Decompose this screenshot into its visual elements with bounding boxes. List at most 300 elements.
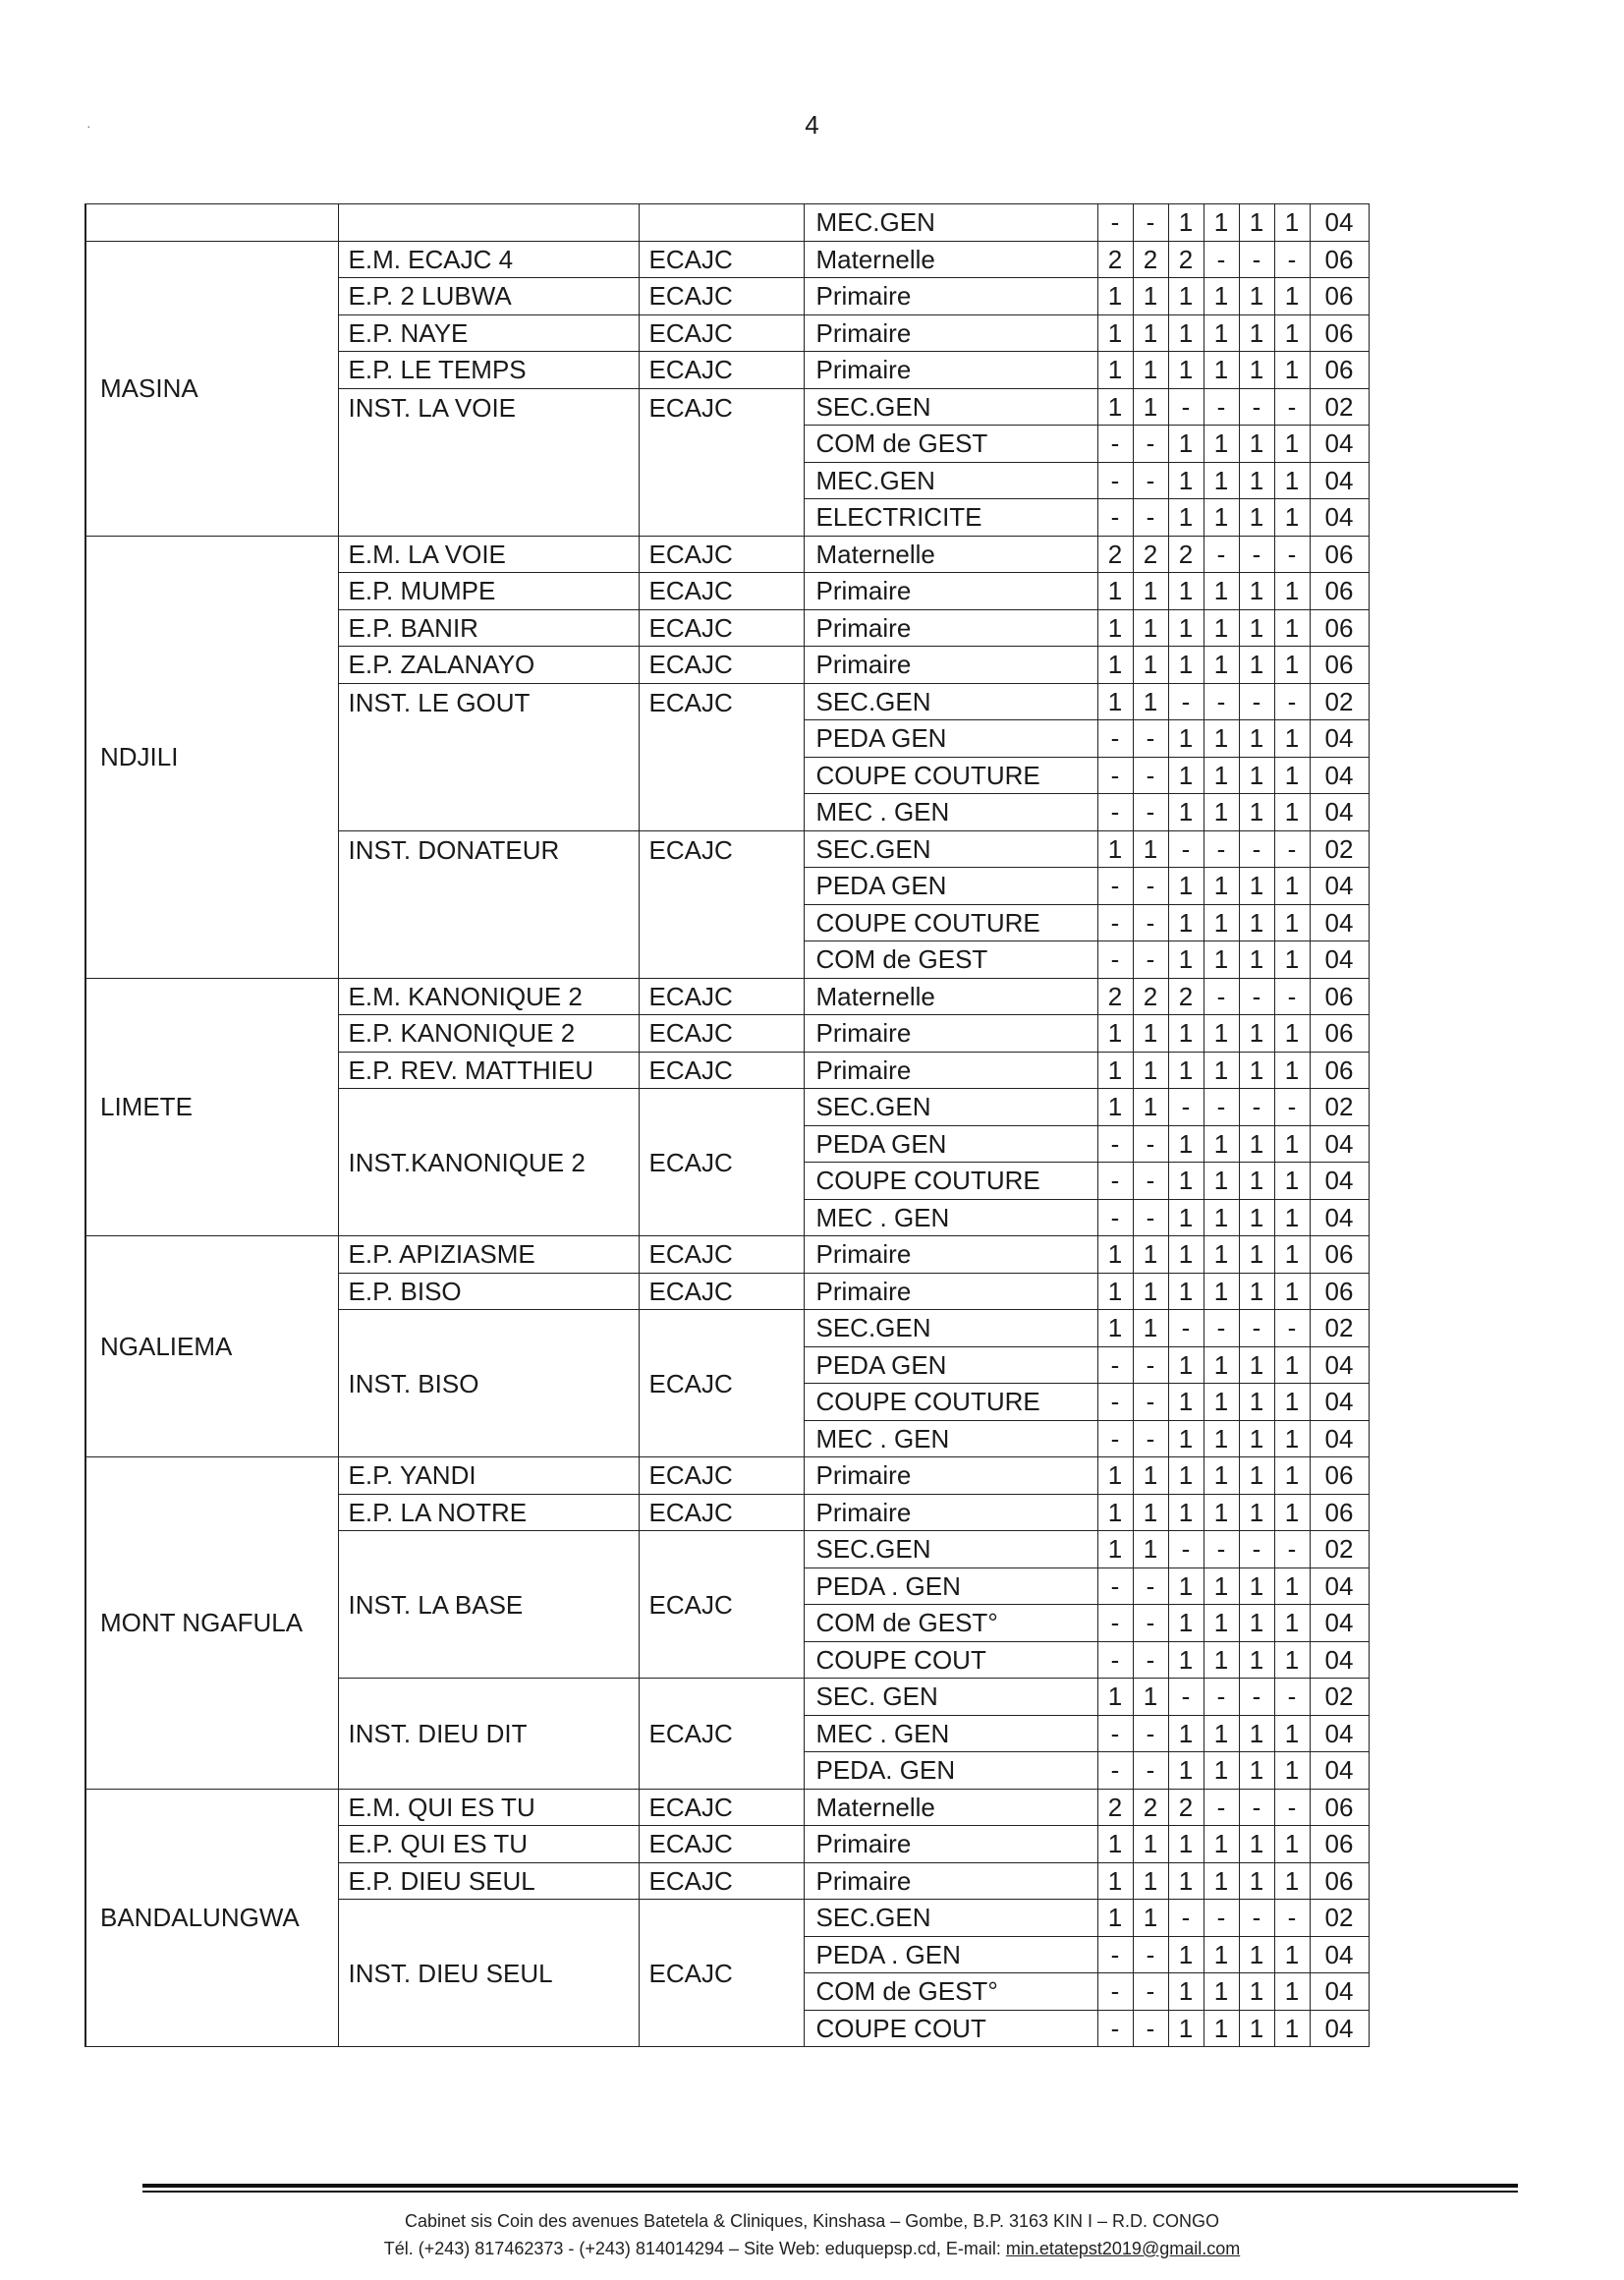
- class-count-cell: -: [1133, 757, 1168, 794]
- class-count-cell: 1: [1204, 352, 1239, 389]
- section-cell: SEC.GEN: [804, 683, 1097, 720]
- class-count-cell: 1: [1239, 278, 1274, 315]
- class-count-cell: -: [1133, 1568, 1168, 1605]
- network-cell: ECAJC: [639, 573, 804, 610]
- class-count-cell: 1: [1168, 1568, 1204, 1605]
- total-cell: 04: [1310, 1420, 1369, 1457]
- section-cell: SEC.GEN: [804, 1900, 1097, 1937]
- schools-table: [84, 203, 1370, 2047]
- class-count-cell: -: [1097, 1420, 1133, 1457]
- class-count-cell: 1: [1204, 1346, 1239, 1384]
- total-cell: 04: [1310, 720, 1369, 758]
- class-count-cell: 1: [1204, 1273, 1239, 1310]
- section-cell: ELECTRICITE: [804, 499, 1097, 537]
- class-count-cell: 1: [1168, 204, 1204, 242]
- class-count-cell: 1: [1204, 204, 1239, 242]
- section-cell: Primaire: [804, 1052, 1097, 1089]
- class-count-cell: 1: [1204, 1862, 1239, 1900]
- class-count-cell: -: [1097, 757, 1133, 794]
- class-count-cell: -: [1133, 204, 1168, 242]
- school-name-cell: E.P. LE TEMPS: [338, 352, 639, 389]
- school-name-cell: INST. DIEU DIT: [338, 1679, 639, 1790]
- class-count-cell: 1: [1204, 573, 1239, 610]
- section-cell: PEDA . GEN: [804, 1568, 1097, 1605]
- section-cell: MEC . GEN: [804, 794, 1097, 831]
- class-count-cell: -: [1204, 830, 1239, 868]
- class-count-cell: 1: [1239, 1605, 1274, 1642]
- class-count-cell: 1: [1097, 1457, 1133, 1495]
- total-cell: 02: [1310, 1310, 1369, 1347]
- class-count-cell: -: [1239, 830, 1274, 868]
- class-count-cell: 1: [1274, 2010, 1310, 2047]
- class-count-cell: 1: [1168, 1236, 1204, 1274]
- class-count-cell: -: [1239, 1089, 1274, 1126]
- class-count-cell: 1: [1239, 1457, 1274, 1495]
- network-cell: ECAJC: [639, 1789, 804, 1826]
- school-name-cell: E.P. KANONIQUE 2: [338, 1015, 639, 1053]
- class-count-cell: 1: [1133, 830, 1168, 868]
- class-count-cell: 1: [1168, 352, 1204, 389]
- school-name-cell: INST. DONATEUR: [338, 830, 639, 978]
- class-count-cell: -: [1097, 868, 1133, 905]
- class-count-cell: -: [1097, 1568, 1133, 1605]
- section-cell: COUPE COUT: [804, 1641, 1097, 1679]
- class-count-cell: 1: [1239, 314, 1274, 352]
- class-count-cell: 1: [1274, 1163, 1310, 1200]
- total-cell: 06: [1310, 1236, 1369, 1274]
- total-cell: 06: [1310, 1457, 1369, 1495]
- section-cell: Primaire: [804, 1015, 1097, 1053]
- commune-cell: [85, 204, 338, 242]
- network-cell: ECAJC: [639, 609, 804, 647]
- total-cell: 06: [1310, 1052, 1369, 1089]
- school-name-cell: E.P. REV. MATTHIEU: [338, 1052, 639, 1089]
- class-count-cell: -: [1274, 978, 1310, 1015]
- table-row: [85, 1457, 1369, 1495]
- class-count-cell: -: [1133, 426, 1168, 463]
- total-cell: 04: [1310, 1973, 1369, 2011]
- class-count-cell: 1: [1168, 904, 1204, 941]
- school-name-cell: INST. LE GOUT: [338, 683, 639, 830]
- class-count-cell: 1: [1133, 1015, 1168, 1053]
- class-count-cell: -: [1097, 2010, 1133, 2047]
- total-cell: 06: [1310, 573, 1369, 610]
- class-count-cell: 1: [1133, 1862, 1168, 1900]
- network-cell: ECAJC: [639, 241, 804, 278]
- class-count-cell: 1: [1239, 426, 1274, 463]
- class-count-cell: 1: [1097, 1236, 1133, 1274]
- class-count-cell: 1: [1274, 1973, 1310, 2011]
- class-count-cell: 1: [1168, 941, 1204, 979]
- class-count-cell: -: [1133, 1125, 1168, 1163]
- section-cell: Maternelle: [804, 241, 1097, 278]
- class-count-cell: -: [1274, 1900, 1310, 1937]
- class-count-cell: 2: [1097, 241, 1133, 278]
- class-count-cell: -: [1097, 1346, 1133, 1384]
- section-cell: SEC.GEN: [804, 830, 1097, 868]
- section-cell: COM de GEST: [804, 941, 1097, 979]
- scan-mark: ·: [86, 118, 91, 134]
- section-cell: Primaire: [804, 314, 1097, 352]
- total-cell: 04: [1310, 868, 1369, 905]
- class-count-cell: -: [1133, 1384, 1168, 1421]
- network-cell: ECAJC: [639, 1862, 804, 1900]
- table-row: [85, 536, 1369, 573]
- class-count-cell: 1: [1274, 1826, 1310, 1863]
- class-count-cell: 1: [1204, 941, 1239, 979]
- class-count-cell: 1: [1274, 1494, 1310, 1531]
- class-count-cell: 1: [1239, 2010, 1274, 2047]
- class-count-cell: 1: [1204, 1826, 1239, 1863]
- class-count-cell: 1: [1133, 1826, 1168, 1863]
- total-cell: 04: [1310, 941, 1369, 979]
- class-count-cell: 2: [1097, 978, 1133, 1015]
- total-cell: 06: [1310, 352, 1369, 389]
- class-count-cell: -: [1133, 794, 1168, 831]
- section-cell: Maternelle: [804, 536, 1097, 573]
- footer-rule-thin: [142, 2191, 1518, 2193]
- class-count-cell: -: [1239, 978, 1274, 1015]
- class-count-cell: -: [1133, 499, 1168, 537]
- total-cell: 06: [1310, 978, 1369, 1015]
- class-count-cell: -: [1274, 388, 1310, 426]
- class-count-cell: 1: [1239, 352, 1274, 389]
- total-cell: 06: [1310, 1789, 1369, 1826]
- network-cell: ECAJC: [639, 536, 804, 573]
- table-row: [85, 1236, 1369, 1274]
- class-count-cell: 1: [1239, 1420, 1274, 1457]
- class-count-cell: -: [1133, 720, 1168, 758]
- class-count-cell: 1: [1204, 1420, 1239, 1457]
- class-count-cell: 1: [1274, 1715, 1310, 1752]
- class-count-cell: 1: [1239, 757, 1274, 794]
- school-name-cell: INST.KANONIQUE 2: [338, 1089, 639, 1236]
- class-count-cell: -: [1133, 1346, 1168, 1384]
- class-count-cell: 1: [1204, 2010, 1239, 2047]
- class-count-cell: 1: [1204, 1236, 1239, 1274]
- class-count-cell: 1: [1274, 1605, 1310, 1642]
- class-count-cell: 1: [1204, 1973, 1239, 2011]
- class-count-cell: -: [1204, 536, 1239, 573]
- section-cell: MEC . GEN: [804, 1715, 1097, 1752]
- class-count-cell: 1: [1204, 720, 1239, 758]
- class-count-cell: 1: [1097, 1089, 1133, 1126]
- class-count-cell: 1: [1274, 1568, 1310, 1605]
- class-count-cell: 1: [1274, 314, 1310, 352]
- class-count-cell: 1: [1168, 1384, 1204, 1421]
- school-name-cell: E.P. 2 LUBWA: [338, 278, 639, 315]
- class-count-cell: -: [1204, 241, 1239, 278]
- class-count-cell: 1: [1133, 1900, 1168, 1937]
- class-count-cell: -: [1133, 1163, 1168, 1200]
- class-count-cell: 1: [1097, 1862, 1133, 1900]
- class-count-cell: 1: [1274, 278, 1310, 315]
- class-count-cell: 1: [1204, 1715, 1239, 1752]
- section-cell: SEC.GEN: [804, 388, 1097, 426]
- class-count-cell: -: [1097, 1163, 1133, 1200]
- class-count-cell: 1: [1274, 941, 1310, 979]
- class-count-cell: 1: [1133, 1273, 1168, 1310]
- class-count-cell: 1: [1204, 314, 1239, 352]
- school-name-cell: E.P. NAYE: [338, 314, 639, 352]
- class-count-cell: -: [1204, 1531, 1239, 1568]
- total-cell: 04: [1310, 204, 1369, 242]
- class-count-cell: -: [1133, 1715, 1168, 1752]
- class-count-cell: 1: [1239, 609, 1274, 647]
- class-count-cell: 2: [1168, 241, 1204, 278]
- class-count-cell: 1: [1168, 647, 1204, 684]
- class-count-cell: 1: [1168, 314, 1204, 352]
- school-name-cell: E.P. BISO: [338, 1273, 639, 1310]
- class-count-cell: -: [1133, 1605, 1168, 1642]
- class-count-cell: 1: [1168, 1052, 1204, 1089]
- class-count-cell: 1: [1274, 499, 1310, 537]
- total-cell: 02: [1310, 1679, 1369, 1716]
- section-cell: Primaire: [804, 647, 1097, 684]
- class-count-cell: -: [1204, 1679, 1239, 1716]
- class-count-cell: 1: [1274, 204, 1310, 242]
- class-count-cell: 1: [1274, 1752, 1310, 1790]
- class-count-cell: 1: [1204, 1384, 1239, 1421]
- school-name-cell: E.P. DIEU SEUL: [338, 1862, 639, 1900]
- class-count-cell: 1: [1204, 1494, 1239, 1531]
- total-cell: 02: [1310, 1900, 1369, 1937]
- section-cell: PEDA GEN: [804, 1125, 1097, 1163]
- school-name-cell: INST. BISO: [338, 1310, 639, 1457]
- total-cell: 04: [1310, 1568, 1369, 1605]
- school-name-cell: E.P. ZALANAYO: [338, 647, 639, 684]
- class-count-cell: 1: [1133, 573, 1168, 610]
- class-count-cell: 1: [1168, 794, 1204, 831]
- class-count-cell: 1: [1168, 426, 1204, 463]
- class-count-cell: 1: [1239, 204, 1274, 242]
- class-count-cell: 1: [1168, 1273, 1204, 1310]
- section-cell: COUPE COUTURE: [804, 1163, 1097, 1200]
- class-count-cell: 1: [1133, 1236, 1168, 1274]
- class-count-cell: 1: [1097, 1273, 1133, 1310]
- total-cell: 04: [1310, 1936, 1369, 1973]
- class-count-cell: 1: [1097, 1900, 1133, 1937]
- class-count-cell: -: [1097, 1199, 1133, 1236]
- class-count-cell: -: [1274, 241, 1310, 278]
- class-count-cell: 1: [1168, 1862, 1204, 1900]
- class-count-cell: -: [1204, 1789, 1239, 1826]
- class-count-cell: -: [1204, 978, 1239, 1015]
- class-count-cell: 1: [1239, 462, 1274, 499]
- class-count-cell: 1: [1274, 904, 1310, 941]
- class-count-cell: 1: [1168, 1457, 1204, 1495]
- section-cell: PEDA. GEN: [804, 1752, 1097, 1790]
- class-count-cell: 1: [1204, 1015, 1239, 1053]
- class-count-cell: -: [1239, 388, 1274, 426]
- school-name-cell: E.P. LA NOTRE: [338, 1494, 639, 1531]
- table-row: [85, 241, 1369, 278]
- school-name-cell: E.M. ECAJC 4: [338, 241, 639, 278]
- network-cell: ECAJC: [639, 683, 804, 830]
- total-cell: 04: [1310, 1199, 1369, 1236]
- class-count-cell: -: [1133, 1973, 1168, 2011]
- class-count-cell: 1: [1239, 1346, 1274, 1384]
- section-cell: Primaire: [804, 352, 1097, 389]
- footer-contact: [0, 2239, 1624, 2259]
- class-count-cell: 1: [1097, 830, 1133, 868]
- class-count-cell: 1: [1239, 720, 1274, 758]
- class-count-cell: 1: [1097, 573, 1133, 610]
- class-count-cell: -: [1097, 1384, 1133, 1421]
- class-count-cell: -: [1204, 683, 1239, 720]
- school-name-cell: E.P. YANDI: [338, 1457, 639, 1495]
- section-cell: COM de GEST: [804, 426, 1097, 463]
- class-count-cell: -: [1239, 1679, 1274, 1716]
- class-count-cell: 1: [1168, 2010, 1204, 2047]
- network-cell: ECAJC: [639, 1236, 804, 1274]
- section-cell: COUPE COUTURE: [804, 904, 1097, 941]
- class-count-cell: 1: [1168, 1936, 1204, 1973]
- network-cell: ECAJC: [639, 1052, 804, 1089]
- commune-cell: NGALIEMA: [85, 1236, 338, 1457]
- table-body: [85, 204, 1369, 2047]
- commune-cell: LIMETE: [85, 978, 338, 1236]
- class-count-cell: 2: [1133, 241, 1168, 278]
- class-count-cell: -: [1274, 683, 1310, 720]
- section-cell: Maternelle: [804, 1789, 1097, 1826]
- class-count-cell: -: [1168, 1531, 1204, 1568]
- network-cell: ECAJC: [639, 1273, 804, 1310]
- total-cell: 06: [1310, 609, 1369, 647]
- section-cell: PEDA GEN: [804, 868, 1097, 905]
- section-cell: Primaire: [804, 573, 1097, 610]
- class-count-cell: 1: [1274, 1862, 1310, 1900]
- class-count-cell: 1: [1204, 462, 1239, 499]
- class-count-cell: -: [1274, 536, 1310, 573]
- class-count-cell: 1: [1168, 1163, 1204, 1200]
- school-name-cell: E.M. LA VOIE: [338, 536, 639, 573]
- class-count-cell: -: [1274, 1789, 1310, 1826]
- school-name-cell: INST. LA VOIE: [338, 388, 639, 536]
- class-count-cell: 1: [1204, 1163, 1239, 1200]
- class-count-cell: 1: [1274, 868, 1310, 905]
- class-count-cell: 1: [1274, 647, 1310, 684]
- class-count-cell: 2: [1133, 978, 1168, 1015]
- class-count-cell: 1: [1274, 1457, 1310, 1495]
- class-count-cell: 1: [1168, 720, 1204, 758]
- class-count-cell: -: [1239, 1310, 1274, 1347]
- section-cell: Primaire: [804, 609, 1097, 647]
- class-count-cell: 1: [1274, 426, 1310, 463]
- network-cell: ECAJC: [639, 978, 804, 1015]
- section-cell: PEDA . GEN: [804, 1936, 1097, 1973]
- class-count-cell: 1: [1239, 499, 1274, 537]
- section-cell: PEDA GEN: [804, 1346, 1097, 1384]
- class-count-cell: 1: [1274, 609, 1310, 647]
- class-count-cell: 1: [1204, 1125, 1239, 1163]
- class-count-cell: 1: [1133, 1494, 1168, 1531]
- total-cell: 06: [1310, 241, 1369, 278]
- class-count-cell: -: [1274, 1089, 1310, 1126]
- section-cell: COUPE COUTURE: [804, 757, 1097, 794]
- class-count-cell: -: [1097, 462, 1133, 499]
- section-cell: MEC.GEN: [804, 204, 1097, 242]
- section-cell: MEC.GEN: [804, 462, 1097, 499]
- class-count-cell: 1: [1204, 757, 1239, 794]
- section-cell: COUPE COUT: [804, 2010, 1097, 2047]
- class-count-cell: 1: [1168, 1641, 1204, 1679]
- section-cell: COUPE COUTURE: [804, 1384, 1097, 1421]
- class-count-cell: -: [1133, 1752, 1168, 1790]
- class-count-cell: 1: [1168, 1605, 1204, 1642]
- class-count-cell: 1: [1274, 757, 1310, 794]
- section-cell: Primaire: [804, 278, 1097, 315]
- class-count-cell: 1: [1274, 1384, 1310, 1421]
- class-count-cell: 1: [1133, 314, 1168, 352]
- class-count-cell: 1: [1274, 1346, 1310, 1384]
- section-cell: Primaire: [804, 1457, 1097, 1495]
- class-count-cell: 1: [1274, 1199, 1310, 1236]
- school-name-cell: E.P. BANIR: [338, 609, 639, 647]
- network-cell: ECAJC: [639, 1531, 804, 1679]
- class-count-cell: -: [1097, 1715, 1133, 1752]
- total-cell: 06: [1310, 1826, 1369, 1863]
- commune-cell: NDJILI: [85, 536, 338, 978]
- class-count-cell: 2: [1168, 536, 1204, 573]
- school-name-cell: E.M. QUI ES TU: [338, 1789, 639, 1826]
- class-count-cell: 1: [1133, 388, 1168, 426]
- class-count-cell: 1: [1204, 647, 1239, 684]
- section-cell: Primaire: [804, 1494, 1097, 1531]
- total-cell: 04: [1310, 1163, 1369, 1200]
- class-count-cell: -: [1133, 1199, 1168, 1236]
- class-count-cell: -: [1097, 720, 1133, 758]
- class-count-cell: 1: [1168, 868, 1204, 905]
- class-count-cell: 1: [1133, 647, 1168, 684]
- section-cell: PEDA GEN: [804, 720, 1097, 758]
- total-cell: 06: [1310, 314, 1369, 352]
- section-cell: Primaire: [804, 1862, 1097, 1900]
- class-count-cell: 1: [1204, 1199, 1239, 1236]
- class-count-cell: -: [1204, 388, 1239, 426]
- total-cell: 04: [1310, 462, 1369, 499]
- commune-cell: MONT NGAFULA: [85, 1457, 338, 1790]
- class-count-cell: 1: [1239, 1494, 1274, 1531]
- class-count-cell: -: [1097, 1125, 1133, 1163]
- class-count-cell: 1: [1097, 278, 1133, 315]
- total-cell: 02: [1310, 830, 1369, 868]
- class-count-cell: -: [1239, 1900, 1274, 1937]
- class-count-cell: -: [1168, 1900, 1204, 1937]
- class-count-cell: 1: [1239, 1163, 1274, 1200]
- class-count-cell: 1: [1239, 1973, 1274, 2011]
- class-count-cell: -: [1168, 1089, 1204, 1126]
- class-count-cell: 1: [1274, 1236, 1310, 1274]
- class-count-cell: -: [1204, 1089, 1239, 1126]
- class-count-cell: -: [1097, 1641, 1133, 1679]
- school-name-cell: INST. DIEU SEUL: [338, 1900, 639, 2047]
- class-count-cell: 1: [1239, 1384, 1274, 1421]
- class-count-cell: -: [1133, 2010, 1168, 2047]
- class-count-cell: 1: [1204, 1936, 1239, 1973]
- total-cell: 04: [1310, 1752, 1369, 1790]
- footer-rule-thick: [142, 2184, 1518, 2188]
- class-count-cell: -: [1239, 683, 1274, 720]
- class-count-cell: 1: [1097, 1679, 1133, 1716]
- class-count-cell: 1: [1239, 1862, 1274, 1900]
- footer-email-link[interactable]: min.etatepst2019@gmail.com: [1005, 2239, 1241, 2258]
- class-count-cell: 1: [1168, 1015, 1204, 1053]
- class-count-cell: 1: [1239, 868, 1274, 905]
- class-count-cell: 1: [1274, 1641, 1310, 1679]
- network-cell: ECAJC: [639, 647, 804, 684]
- class-count-cell: 1: [1274, 573, 1310, 610]
